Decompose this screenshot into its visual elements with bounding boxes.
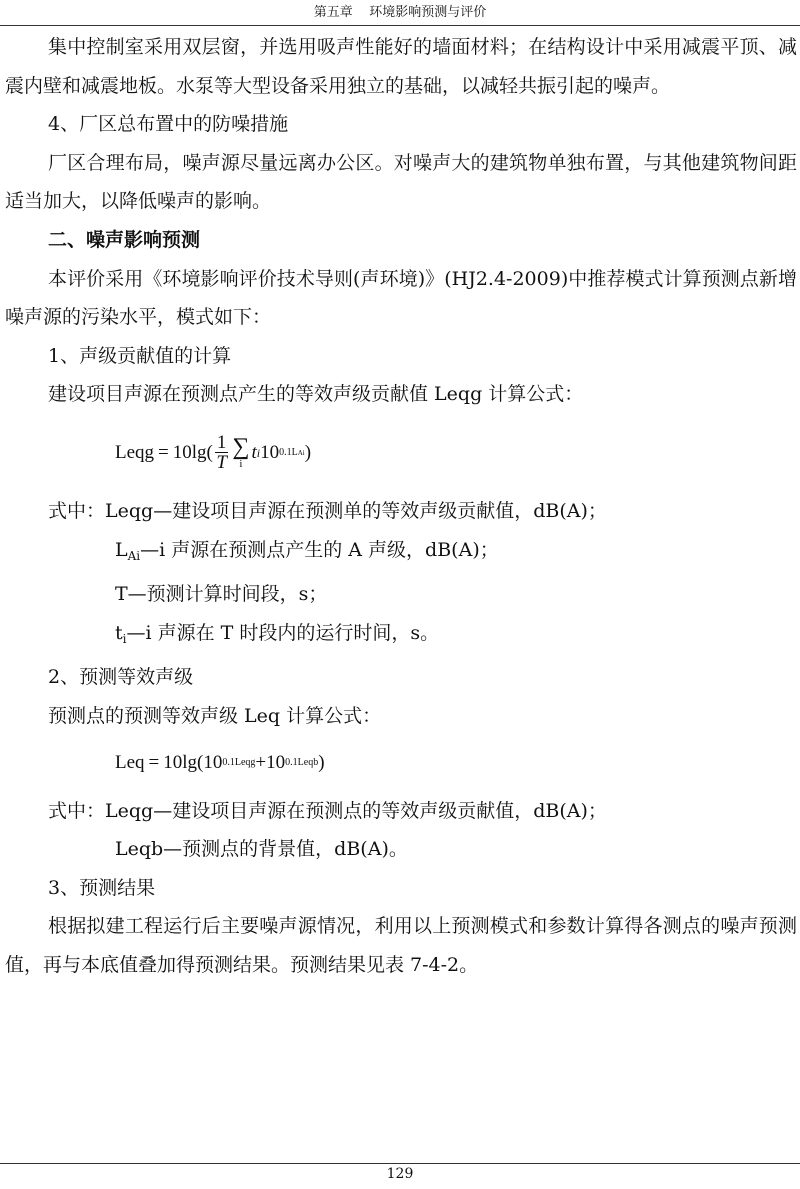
paragraph-formula2-intro: 预测点的预测等效声级 Leq 计算公式： bbox=[48, 704, 382, 727]
paragraph-results: 根据拟建工程运行后主要噪声源情况，利用以上预测模式和参数计算得各测点的噪声预测值，再与本底值叠加得预测结果。预测结果见表 7-4-2。 bbox=[5, 915, 797, 976]
formula2-exp2: 0.1Leqb bbox=[285, 757, 319, 769]
footer-divider bbox=[0, 1163, 800, 1164]
sum-symbol: ∑ bbox=[232, 434, 250, 461]
formula2-close: ) bbox=[318, 752, 325, 774]
formula2-lhs: Leq bbox=[115, 752, 145, 774]
page-number: 129 bbox=[386, 1166, 414, 1182]
sum-index: i bbox=[239, 458, 243, 471]
where2-line2: Leqb—预测点的背景值，dB(A)。 bbox=[115, 838, 408, 861]
formula-term-sub: i bbox=[256, 445, 261, 460]
formula-term: t bbox=[251, 441, 257, 463]
fraction-denominator: T bbox=[216, 452, 227, 474]
formula-equals: = bbox=[158, 441, 169, 463]
formula-close: ) bbox=[304, 441, 312, 463]
section-heading-noise-prediction: 二、噪声影响预测 bbox=[48, 228, 201, 251]
paragraph-method: 本评价采用《环境影响评价技术导则(声环境)》(HJ2.4-2009)中推荐模式计算预测点新增噪声源的污染水平，模式如下： bbox=[5, 267, 797, 329]
where1-line3: T—预测计算时间段，s； bbox=[115, 583, 328, 606]
paragraph-plant-layout: 厂区合理布局，噪声源尽量远离办公区。对噪声大的建筑物单独布置，与其他建筑物间距适当加大，以降低噪声的影响。 bbox=[5, 151, 797, 213]
heading-predicted-level: 2、预测等效声级 bbox=[48, 666, 194, 689]
where1-line2: $L_{Ai}—i$ 声源在预测点产生的 A 声级，dB(A)； bbox=[115, 538, 499, 563]
formula-exponent: 0.1L bbox=[279, 446, 298, 458]
where1-lead: 式中： bbox=[48, 499, 106, 522]
heading-contribution: 1、声级贡献值的计算 bbox=[48, 344, 232, 367]
page-header bbox=[0, 0, 800, 26]
where1-line4: $t_i—i$ 声源在 T 时段内的运行时间，s。 bbox=[115, 621, 440, 646]
where2-lead: 式中： bbox=[48, 799, 106, 822]
paragraph-control-room: 集中控制室采用双层窗，并选用吸声性能好的墙面材料；在结构设计中采用减震平顶、减震内壁和减震地板。水泵等大型设备采用独立的基础，以减轻共振引起的噪声。 bbox=[5, 36, 797, 97]
formula-exponent-sub: Ai bbox=[297, 448, 305, 457]
formula-leq bbox=[5, 736, 797, 792]
formula2-exp1: 0.1Leqg bbox=[222, 757, 256, 769]
formula-leqg bbox=[5, 414, 797, 492]
formula2-equals: = bbox=[148, 752, 160, 774]
chapter-title: 环境影响预测与评价 bbox=[369, 5, 487, 20]
paragraph-formula1-intro: 建设项目声源在预测点产生的等效声级贡献值 Leqg 计算公式： bbox=[48, 383, 584, 406]
formula2-plus: +10 bbox=[255, 752, 286, 774]
formula-lhs: Leqg bbox=[115, 441, 155, 463]
where1-line1: 式中：Leqg—建设项目声源在预测单的等效声级贡献值，dB(A)； bbox=[48, 499, 607, 522]
formula-fraction bbox=[215, 433, 229, 474]
formula-base: 10 bbox=[260, 441, 280, 463]
fraction-numerator: 1 bbox=[216, 431, 227, 453]
heading-layout-measures: 4、厂区总布置中的防噪措施 bbox=[48, 113, 289, 136]
formula2-coef: 10lg(10 bbox=[163, 752, 223, 774]
heading-results: 3、预测结果 bbox=[48, 876, 156, 899]
document-body bbox=[5, 28, 797, 984]
formula-coef: 10lg( bbox=[172, 441, 213, 463]
summation bbox=[232, 435, 249, 470]
where2-line1: 式中：Leqg—建设项目声源在预测点的等效声级贡献值，dB(A)； bbox=[48, 799, 607, 822]
chapter-number: 第五章 bbox=[313, 5, 353, 20]
